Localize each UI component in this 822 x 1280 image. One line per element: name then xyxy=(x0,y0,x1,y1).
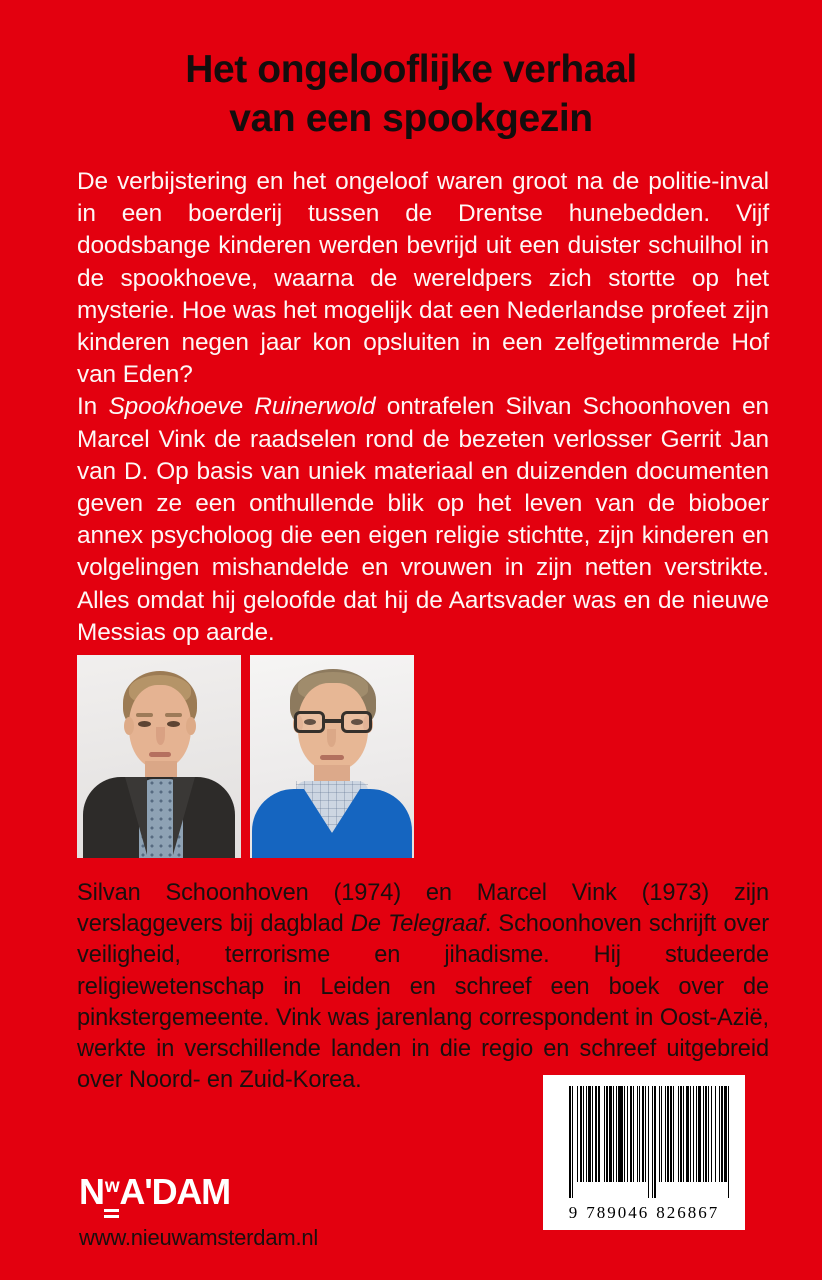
v-neck-shape xyxy=(304,789,360,833)
blurb-text xyxy=(77,166,769,649)
mouth-shape xyxy=(320,755,344,760)
logo-rest-adam: A'DAM xyxy=(119,1171,230,1212)
author-photos xyxy=(77,655,414,858)
author-photo-silvan-schoonhoven xyxy=(77,655,241,858)
logo-superscript-w: w xyxy=(105,1167,119,1207)
glasses-lens-left xyxy=(294,711,325,733)
glasses-bridge xyxy=(325,719,341,723)
eyebrow-left-shape xyxy=(136,713,153,717)
page-title xyxy=(60,45,762,143)
nose-shape xyxy=(156,727,165,745)
isbn-barcode xyxy=(543,1075,745,1230)
ear-right-shape xyxy=(186,717,196,735)
title-line-1: Het ongelooflijke verhaal xyxy=(185,48,637,91)
blurb-paragraph-2 xyxy=(77,391,769,649)
eyebrow-right-shape xyxy=(165,713,182,717)
blurb-p2-pre: In xyxy=(77,393,109,421)
author-photo-marcel-vink xyxy=(250,655,414,858)
publisher-website-url[interactable]: www.nieuwamsterdam.nl xyxy=(79,1225,319,1250)
barcode-bars xyxy=(569,1086,731,1198)
barcode-space xyxy=(729,1086,731,1198)
barcode-lead-digit: 9 xyxy=(568,1203,580,1222)
author-bio-paragraph xyxy=(77,878,769,1096)
lapel-right-shape xyxy=(173,777,195,855)
author-bio xyxy=(77,878,769,1096)
bio-post: . Schoonhoven schrijft over veiligheid, terrorisme en jihadisme. Hij studeerde religiewetenschap in Leiden en schreef een boek over de pinkstergemeente. Vink was jarenlang correspondent in Oost-Azië, werkte in verschillende landen in die regio en schreef uitgebreid over Noord- en Zuid-Korea. xyxy=(77,911,769,1094)
newspaper-name-italic: De Telegraaf xyxy=(350,911,485,938)
blurb-p2-post: ontrafelen Silvan Schoonhoven en Marcel Vink de raadselen rond de bezeten verlosser Gerrit Jan van D. Op basis van uniek materiaal en duizenden documenten geven ze een onthullende blik op het leven van de bioboer annex psycholoog die een eigen religie stichtte, zijn kinderen en volgelingen mishandelde en vrouwen in zijn netten verstrikte. Alles omdat hij geloofde dat hij de Aartsvader was en de nieuwe Messias op aarde. xyxy=(77,393,770,646)
blurb-paragraph-1: De verbijstering en het ongeloof waren groot na de politie-inval in een boerderij tussen de Drentse hunebedden. Vijf doodsbange kinderen werden bevrijd uit een duister schuilhol in de spookhoeve, waarna de wereldpers zich stortte op het mysterie. Hoe was het mogelijk dat een Nederlandse profeet zijn kinderen negen jaar kon opsluiten in een zelfgetimmerde Hof van Eden? xyxy=(77,168,769,389)
book-title-italic: Spookhoeve Ruinerwold xyxy=(108,393,376,421)
bio-pre: Silvan Schoonhoven (1974) en Marcel Vink (1973) zijn verslaggevers bij dagblad xyxy=(77,880,769,938)
title-line-2: van een spookgezin xyxy=(229,97,593,140)
publisher-logo xyxy=(79,1167,230,1212)
eye-right-shape xyxy=(167,721,180,727)
logo-letter-n: N xyxy=(79,1171,104,1212)
eye-left-shape xyxy=(138,721,151,727)
nose-shape xyxy=(327,729,336,747)
barcode-digits xyxy=(543,1203,745,1223)
barcode-group-1: 789046 xyxy=(586,1203,650,1222)
mouth-shape xyxy=(149,752,171,757)
publisher-block xyxy=(79,1167,318,1252)
glasses-lens-right xyxy=(341,711,372,733)
ear-left-shape xyxy=(124,717,134,735)
lapel-left-shape xyxy=(125,777,147,855)
barcode-group-2: 826867 xyxy=(656,1203,720,1222)
